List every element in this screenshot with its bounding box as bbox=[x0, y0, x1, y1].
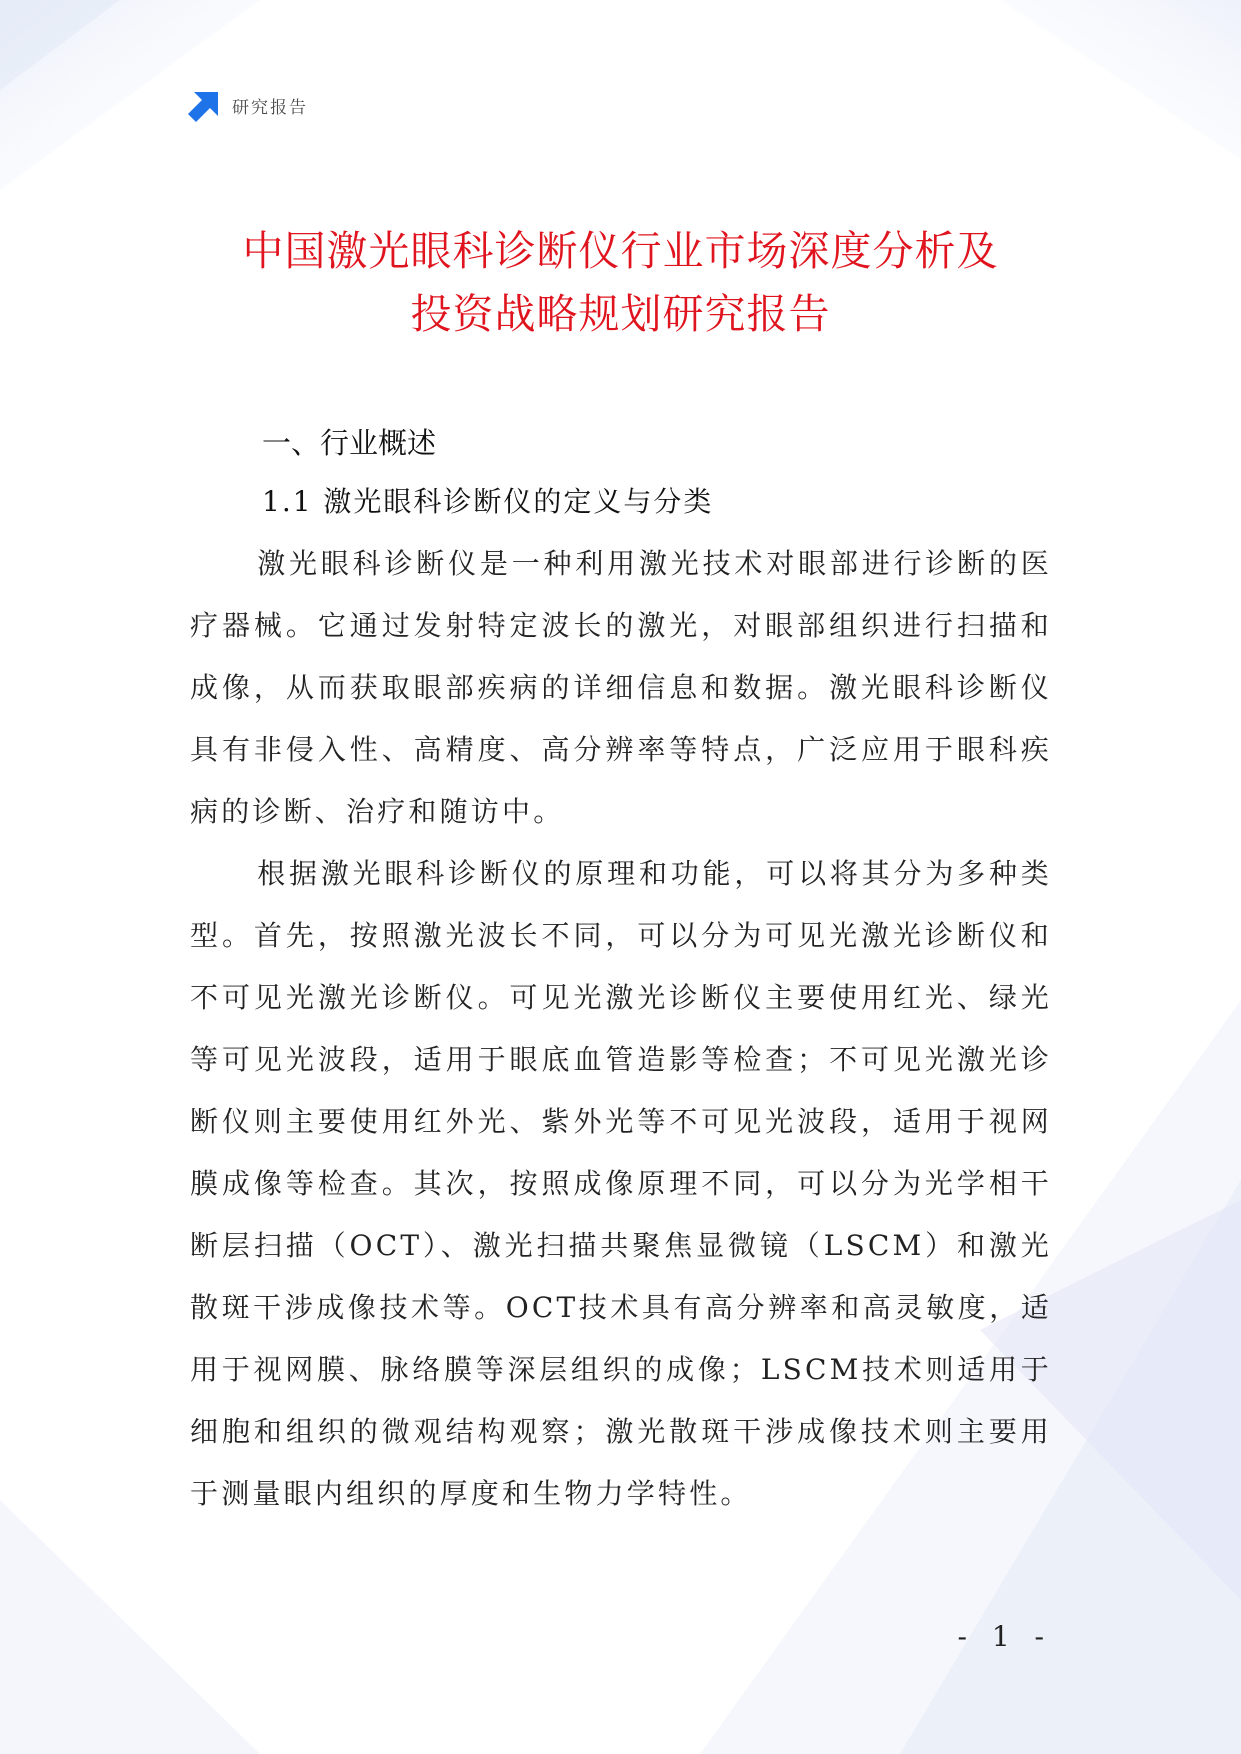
subsection-heading: 1.1 激光眼科诊断仪的定义与分类 bbox=[262, 485, 714, 518]
paragraph-2: 根据激光眼科诊断仪的原理和功能，可以将其分为多种类型。首先，按照激光波长不同，可以分为可见光激光诊断仪和不可见光激光诊断仪。可见光激光诊断仪主要使用红光、绿光等可见光波段，适用于眼底血管造影等检查；不可见光激光诊断仪则主要使用红外光、紫外光等不可见光波段，适用于视网膜成像等检查。其次，按照成像原理不同，可以分为光学相干断层扫描（OCT）、激光扫描共聚焦显微镜（LSCM）和激光散斑干涉成像技术等。OCT技术具有高分辨率和高灵敏度，适用于视网膜、脉络膜等深层组织的成像；LSCM技术则适用于细胞和组织的微观结构观察；激光散斑干涉成像技术则主要用于测量眼内组织的厚度和生物力学特性。 bbox=[190, 857, 1052, 1510]
title-line-2: 投资战略规划研究报告 bbox=[410, 290, 831, 338]
section-heading: 一、行业概述 bbox=[262, 426, 437, 460]
report-header bbox=[188, 88, 308, 122]
page-number: - 1 - bbox=[957, 1620, 1052, 1653]
header-label: 研究报告 bbox=[232, 97, 308, 118]
title-line-1: 中国激光眼科诊断仪行业市场深度分析及 bbox=[242, 227, 999, 275]
page-title bbox=[150, 220, 1091, 346]
document-body bbox=[190, 415, 1052, 1525]
paragraph-1: 激光眼科诊断仪是一种利用激光技术对眼部进行诊断的医疗器械。它通过发射特定波长的激光，对眼部组织进行扫描和成像，从而获取眼部疾病的详细信息和数据。激光眼科诊断仪具有非侵入性、高精度、高分辨率等特点，广泛应用于眼科疾病的诊断、治疗和随访中。 bbox=[190, 547, 1052, 828]
arrow-up-right-icon bbox=[188, 88, 222, 122]
